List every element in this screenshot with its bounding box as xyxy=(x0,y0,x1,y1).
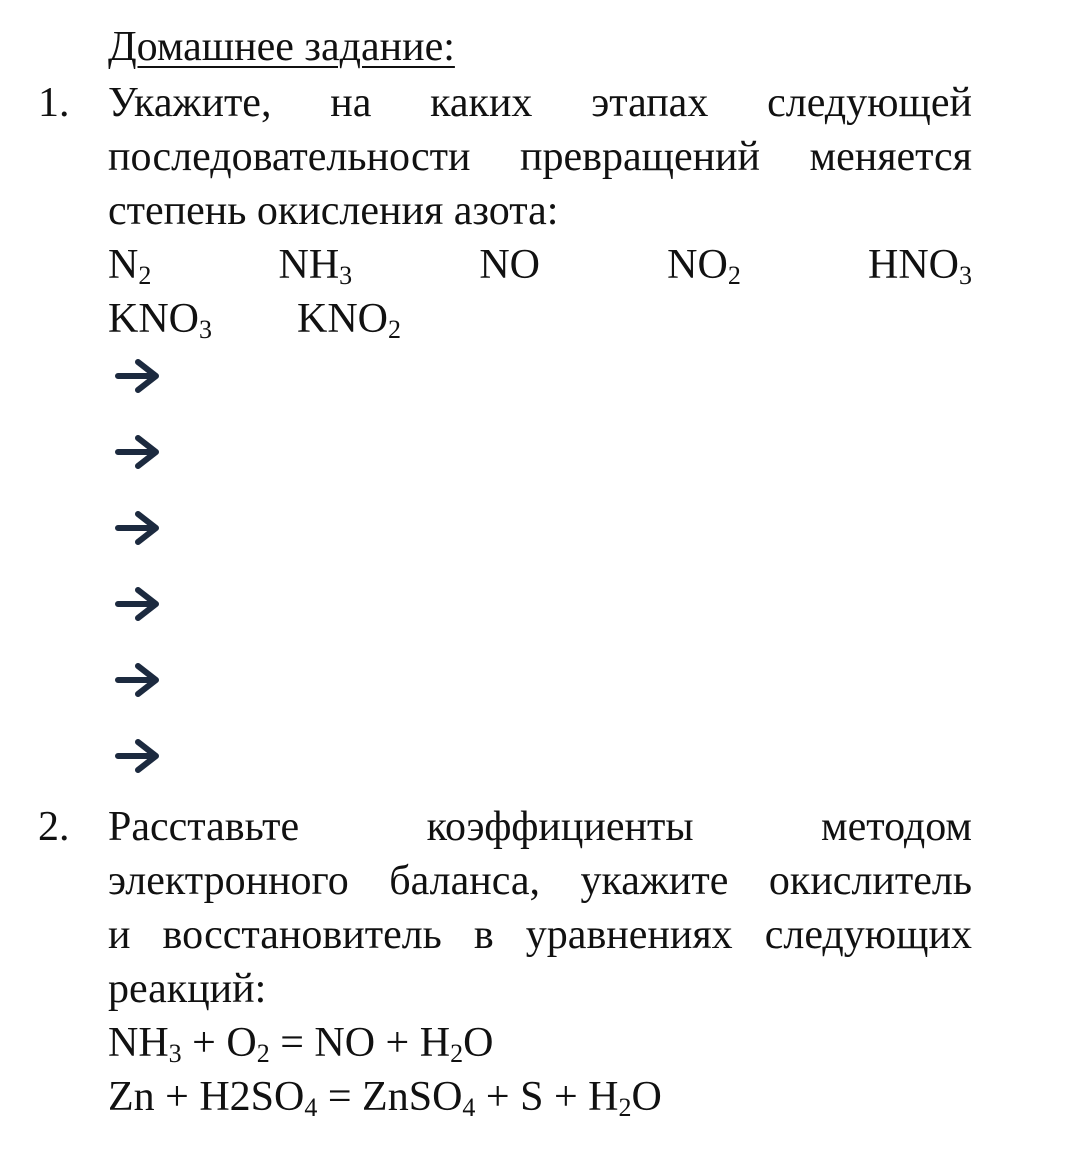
chain-row-1 xyxy=(108,238,972,292)
task2-line-3: и восстановитель в уравнениях следующих xyxy=(108,912,972,958)
task2-number: 2. xyxy=(38,804,70,850)
task1-line-3: степень окисления азота: xyxy=(108,188,559,234)
task1-number: 1. xyxy=(38,80,70,126)
task2-line-2: электронного баланса, укажите окислитель xyxy=(108,858,972,904)
arrow-right-icon xyxy=(110,582,166,626)
chain-formula-no: NO xyxy=(479,242,540,288)
homework-heading: Домашнее задание: xyxy=(108,24,455,70)
chain-formula-nh3: $NH_3$ xyxy=(278,242,353,290)
arrow-right-icon xyxy=(110,506,166,550)
arrow-right-icon xyxy=(110,354,166,398)
chain-formula-no2: $NO_2$ xyxy=(667,242,741,290)
task1-line-1: Укажите, на каких этапах следующей xyxy=(108,80,972,126)
equation-1: $NH_3 + O_2$ = NO + $H_2O$ xyxy=(108,1020,494,1068)
chain-formula-n2: $N_2$ xyxy=(108,242,152,290)
equation-2: $Zn + H2SO_4$ = ZnSO$_4$ + $S + H_2O$ xyxy=(108,1074,662,1122)
chain-formula-hno3: $HNO_3$ xyxy=(867,242,972,290)
task2-line-1: Расставьте коэффициенты методом xyxy=(108,804,972,850)
task1-text xyxy=(108,76,972,238)
chain-formula-kno2: $KNO_2$ xyxy=(297,296,401,344)
arrow-right-icon xyxy=(110,430,166,474)
chain-row-2 xyxy=(108,292,972,346)
chain-formula-kno3: $KNO_3$ xyxy=(108,296,212,344)
task2-line-4: реакций: xyxy=(108,966,267,1012)
arrow-right-icon xyxy=(110,658,166,702)
task2-text xyxy=(108,800,972,1016)
task1-line-2: последовательности превращений меняется xyxy=(108,134,972,180)
arrow-right-icon xyxy=(110,734,166,778)
